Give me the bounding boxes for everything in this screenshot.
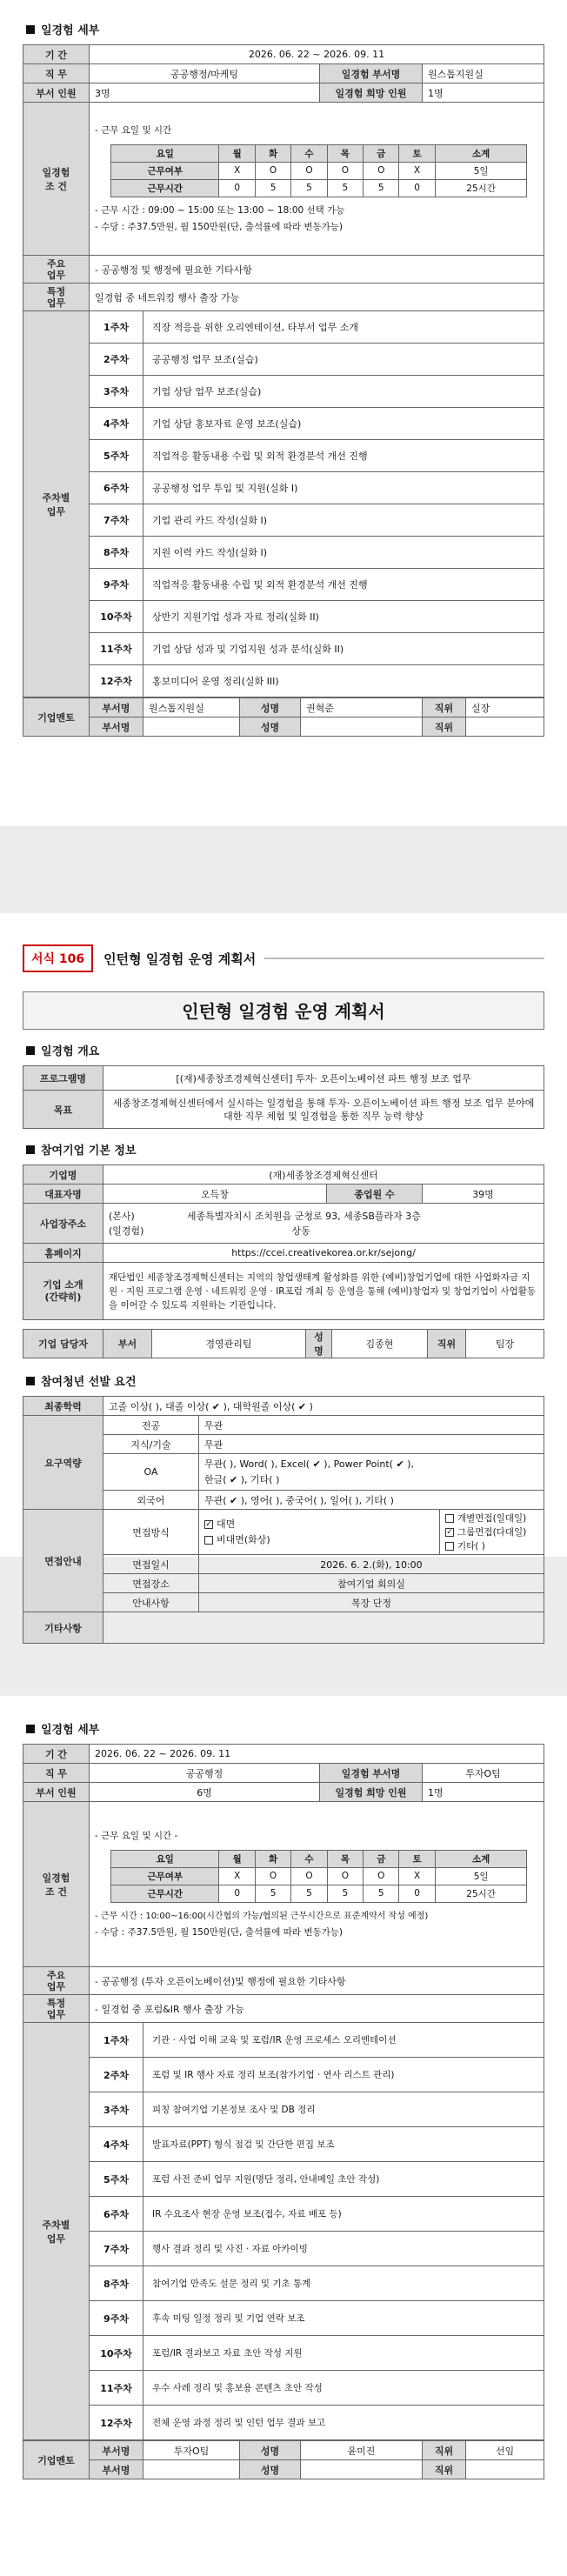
- week-number: 6주차: [90, 472, 143, 504]
- square-bullet-icon: [26, 1145, 35, 1154]
- square-bullet-icon: [26, 25, 35, 34]
- address-main-tag: (본사): [109, 1210, 135, 1222]
- mentor2-rank: [466, 2460, 544, 2479]
- week-task: 기업 상담 성과 및 기업지원 성과 분석(실화 II): [143, 633, 544, 665]
- oa-cell: [199, 1454, 544, 1491]
- day-header: 금: [364, 1850, 399, 1867]
- week-task: 포럼/IR 결과보고 자료 초안 작성 지원: [143, 2336, 544, 2371]
- mentor2-name-label: 성명: [240, 2460, 301, 2479]
- job-value: 공공행정: [90, 1764, 320, 1783]
- staff-value: 3명: [90, 83, 320, 103]
- hope-value: 1명: [423, 83, 544, 103]
- week-number: 2주차: [90, 344, 143, 376]
- checkbox-icon[interactable]: [445, 1514, 454, 1523]
- square-bullet-icon: [26, 1725, 35, 1733]
- square-bullet-icon: [26, 1046, 35, 1055]
- mentor-dept-label: 부서명: [90, 698, 143, 717]
- hours-row: [111, 179, 527, 197]
- week-number: 8주차: [90, 537, 143, 569]
- mentor-label: 기업멘토: [23, 2441, 90, 2479]
- work-cell: O: [255, 162, 290, 179]
- special-task-value: - 일경험 중 포럼&IR 행사 출장 가능: [90, 1995, 544, 2023]
- mentor-name: 권혁준: [301, 698, 423, 717]
- square-bullet-icon: [26, 1377, 35, 1385]
- hours-row: [111, 1885, 527, 1902]
- mentor-label: 기업멘토: [23, 698, 90, 737]
- mentor-rank: 실장: [466, 698, 544, 717]
- conditions-cell: [90, 1802, 544, 1967]
- program-value: [(재)세종창조경제혁신센터] 투자· 오픈이노베이션 파트 행정 보조 업무: [103, 1066, 544, 1091]
- manager-rank-label: 직위: [428, 1330, 466, 1358]
- goal-value: 세종창조경제혁신센터에서 실시하는 일경험을 통해 투자· 오픈이노베이션 파트 행정 보조 업무 분야에 대한 직무 체험 및 일경험을 통한 직무 능력 향상: [103, 1091, 544, 1129]
- mentor2-dept: [143, 717, 240, 737]
- form-tag: [23, 944, 544, 972]
- conditions-label: 일경험 조 건: [23, 103, 90, 256]
- notice-label: 안내사항: [103, 1593, 199, 1612]
- ceo-label: 대표자명: [23, 1185, 103, 1204]
- hours-cell: 5: [291, 1885, 327, 1902]
- work-cell: O: [255, 1867, 290, 1885]
- day-header: 요일: [111, 144, 219, 162]
- work-cell: O: [291, 162, 327, 179]
- main-task-value: - 공공행정 (투자 오픈이노베이션)및 행정에 필요한 기타사항: [90, 1967, 544, 1995]
- capability-label: 요구역량: [23, 1416, 103, 1510]
- hours-cell: 0: [399, 179, 435, 197]
- company-value: (재)세종창조경제혁신센터: [103, 1165, 544, 1185]
- mentor-name-label: 성명: [240, 698, 301, 717]
- main-task-label: 주요 업무: [23, 256, 90, 284]
- method-other: 기타( ): [457, 1540, 485, 1552]
- day-header: 토: [399, 1850, 435, 1867]
- week-task: 상반기 지원기업 성과 자료 정리(실화 II): [143, 601, 544, 633]
- mentor-dept: 투자O팀: [143, 2441, 240, 2460]
- week-task: 기업 상담 홍보자료 운영 보조(실습): [143, 408, 544, 440]
- hours-cell: 0: [399, 1885, 435, 1902]
- dept-value: 투자O팀: [423, 1764, 544, 1783]
- hours-cell: 5: [364, 1885, 399, 1902]
- page-2: [0, 913, 567, 1634]
- detail-table: [23, 1744, 544, 2440]
- oa-label: OA: [103, 1454, 199, 1491]
- notice-value: 복장 단정: [199, 1593, 544, 1612]
- period-value: 2026. 06. 22 ~ 2026. 09. 11: [90, 45, 544, 64]
- week-task: 직업적응 활동내용 수립 및 외적 환경분석 개선 진행: [143, 569, 544, 601]
- week-number: 2주차: [90, 2058, 143, 2092]
- form-number: 서식 106: [23, 944, 93, 972]
- day-header: 소계: [435, 144, 527, 162]
- staff-value: 6명: [90, 1783, 320, 1802]
- mentor2-dept-label: 부서명: [90, 2460, 143, 2479]
- days-table: [110, 144, 527, 197]
- checkbox-checked-icon[interactable]: ✓: [205, 1519, 212, 1529]
- detail-table: [23, 44, 544, 697]
- section-title: 일경험 세부: [26, 1720, 544, 1737]
- dept-label: 일경험 부서명: [320, 64, 423, 83]
- page-gap: [0, 826, 567, 913]
- manager-name: 김종현: [332, 1330, 428, 1358]
- method-face: 대면: [217, 1518, 236, 1530]
- hours-cell: 25시간: [435, 1885, 527, 1902]
- education-value: 고졸 이상( ), 대졸 이상( ✔ ), 대학원졸 이상( ✔ ): [103, 1397, 544, 1416]
- date-label: 면접일시: [103, 1555, 199, 1574]
- day-header: 화: [255, 1850, 290, 1867]
- schedule-heading: - 근무 요일 및 시간 -: [95, 1830, 178, 1841]
- mentor-name-label: 성명: [240, 2441, 301, 2460]
- skill-value: 무관: [199, 1435, 544, 1454]
- address-sub: 상동: [291, 1225, 310, 1237]
- method-nonface: 비대면(화상): [217, 1533, 270, 1545]
- week-number: 12주차: [90, 665, 143, 697]
- overview-table: [23, 1065, 544, 1129]
- day-header: 수: [291, 144, 327, 162]
- time-note: - 근무 시간 : 10:00~16:00(시간협의 가능/협의된 근무시간으로 표준계약서 작성 예정): [95, 1911, 429, 1921]
- week-number: 9주차: [90, 2301, 143, 2336]
- week-task: 기업 관리 카드 작성(실화 I): [143, 504, 544, 537]
- special-task-label: 특정 업무: [23, 284, 90, 311]
- mentor2-dept: [143, 2460, 240, 2479]
- week-number: 10주차: [90, 601, 143, 633]
- weekly-label: 주차별 업무: [23, 311, 90, 697]
- form-title: 인턴형 일경험 운영 계획서: [103, 951, 257, 967]
- dept-value: 원스톱지원실: [423, 64, 544, 83]
- days-header: [111, 144, 527, 162]
- language-value: 무관( ✔ ), 영어( ), 중국어( ), 일어( ), 기타( ): [199, 1491, 544, 1510]
- week-task: 발표자료(PPT) 형식 점검 및 간단한 편집 보조: [143, 2127, 544, 2162]
- address-main: 세종특별자치시 조치원읍 군청로 93, 세종SB플라자 3층: [186, 1210, 421, 1222]
- pay-note: - 수당 : 주37.5만원, 월 150만원(단, 출석률에 따라 변동가능): [95, 221, 344, 232]
- pay-note: - 수당 : 주37.5만원, 월 150만원(단, 출석률에 따라 변동가능): [95, 1926, 344, 1938]
- week-number: 4주차: [90, 408, 143, 440]
- section-title: 일경험 세부: [26, 21, 544, 37]
- work-cell: 근무여부: [111, 162, 219, 179]
- conditions-label: 일경험 조 건: [23, 1802, 90, 1967]
- intro-value: 재단법인 세종창조경제혁신센터는 지역의 창업생태계 활성화를 위한 (예비)창업기업에 대한 사업화자금 지원 · 지원 프로그램 운영 · 네트워킹 운영 · IR포럼 개최 등 운영을 통해 (예비)창업자 및 창업기업이 사업활동을 이어갈 수 있도록 지원하는 기관입니다.: [103, 1263, 544, 1320]
- week-number: 4주차: [90, 2127, 143, 2162]
- work-cell: X: [399, 1867, 435, 1885]
- hours-cell: 5: [364, 179, 399, 197]
- hours-cell: 5: [255, 1885, 290, 1902]
- week-task: 공공행정 업무 투입 및 지원(실화 I): [143, 472, 544, 504]
- mentor-rank-label: 직위: [423, 698, 466, 717]
- manager-label: 기업 담당자: [23, 1330, 103, 1358]
- page-3: [0, 1696, 567, 2576]
- day-header: 토: [399, 144, 435, 162]
- hours-cell: 5: [255, 179, 290, 197]
- day-header: 화: [255, 144, 290, 162]
- main-task-label: 주요 업무: [23, 1967, 90, 1995]
- day-header: 금: [364, 144, 399, 162]
- week-task: 지원 이력 카드 작성(실화 I): [143, 537, 544, 569]
- mentor-dept: 원스톱지원실: [143, 698, 240, 717]
- conditions-cell: [90, 103, 544, 256]
- work-cell: O: [327, 1867, 363, 1885]
- mentor-table: [23, 2440, 544, 2479]
- homepage-label: 홈페이지: [23, 1244, 103, 1263]
- mentor2-rank-label: 직위: [423, 2460, 466, 2479]
- section-title: 일경험 개요: [26, 1042, 544, 1058]
- intro-label: 기업 소개 (간략히): [23, 1263, 103, 1320]
- work-row: [111, 162, 527, 179]
- hours-cell: 25시간: [435, 179, 527, 197]
- job-label: 직 무: [23, 1764, 90, 1783]
- method-right: [440, 1510, 544, 1555]
- divider: [264, 958, 544, 959]
- week-number: 11주차: [90, 2371, 143, 2406]
- manager-table: [23, 1329, 544, 1358]
- week-number: 3주차: [90, 2092, 143, 2127]
- week-task: 피칭 참여기업 기본정보 조사 및 DB 정리: [143, 2092, 544, 2127]
- method-label: 면접방식: [103, 1510, 199, 1555]
- mentor-name: 윤미진: [301, 2441, 423, 2460]
- days-header: [111, 1850, 527, 1867]
- mentor2-rank-label: 직위: [423, 717, 466, 737]
- week-number: 1주차: [90, 2023, 143, 2058]
- day-header: 목: [327, 1850, 363, 1867]
- manager-rank: 팀장: [466, 1330, 544, 1358]
- company-table: [23, 1165, 544, 1320]
- work-cell: O: [291, 1867, 327, 1885]
- other-label: 기타사항: [23, 1612, 103, 1644]
- week-number: 5주차: [90, 440, 143, 472]
- mentor2-name: [301, 2460, 423, 2479]
- day-header: 월: [219, 144, 255, 162]
- work-cell: X: [219, 162, 255, 179]
- hours-cell: 5: [291, 179, 327, 197]
- weekly-label: 주차별 업무: [23, 2023, 90, 2440]
- week-task: 후속 미팅 일정 정리 및 기업 연락 보조: [143, 2301, 544, 2336]
- checkbox-checked-icon[interactable]: ✓: [446, 1527, 453, 1537]
- employees-value: 39명: [423, 1185, 544, 1204]
- special-task-value: 일경험 중 네트워킹 행사 출장 가능: [90, 284, 544, 311]
- address-cell: [103, 1204, 544, 1244]
- checkbox-icon[interactable]: [445, 1542, 454, 1551]
- week-task: IR 수요조사 현장 운영 보조(접수, 자료 배포 등): [143, 2197, 544, 2232]
- mentor2-name: [301, 717, 423, 737]
- day-header: 수: [291, 1850, 327, 1867]
- special-task-label: 특정 업무: [23, 1995, 90, 2023]
- date-value: 2026. 6. 2.(화), 10:00: [199, 1555, 544, 1574]
- method-individual: 개별면접(일대일): [457, 1512, 527, 1524]
- major-value: 무관: [199, 1416, 544, 1435]
- days-table: [110, 1850, 527, 1903]
- method-group: 그룹면접(다대일): [457, 1526, 527, 1538]
- week-number: 12주차: [90, 2406, 143, 2440]
- week-number: 6주차: [90, 2197, 143, 2232]
- manager-dept: 경영관리팀: [152, 1330, 306, 1358]
- homepage-link[interactable]: https://ccei.creativekorea.or.kr/sejong/: [103, 1244, 544, 1263]
- week-task: 홍보미디어 운영 정리(실화 III): [143, 665, 544, 697]
- checkbox-icon[interactable]: [204, 1536, 213, 1545]
- hours-cell: 0: [219, 1885, 255, 1902]
- ceo-value: 오득창: [103, 1185, 327, 1204]
- company-label: 기업명: [23, 1165, 103, 1185]
- manager-dept-label: 부서: [103, 1330, 152, 1358]
- day-header: 목: [327, 144, 363, 162]
- requirements-table: [23, 1396, 544, 1644]
- week-number: 8주차: [90, 2266, 143, 2301]
- week-number: 9주차: [90, 569, 143, 601]
- mentor-rank: 선임: [466, 2441, 544, 2460]
- mentor2-dept-label: 부서명: [90, 717, 143, 737]
- week-task: 참여기업 만족도 설문 정리 및 기초 통계: [143, 2266, 544, 2301]
- language-label: 외국어: [103, 1491, 199, 1510]
- week-number: 11주차: [90, 633, 143, 665]
- period-label: 기 간: [23, 1745, 90, 1764]
- week-task: 전체 운영 과정 정리 및 인턴 업무 결과 보고: [143, 2406, 544, 2440]
- work-cell: X: [399, 162, 435, 179]
- work-cell: 5일: [435, 1867, 527, 1885]
- skill-label: 지식/기술: [103, 1435, 199, 1454]
- week-task: 직업적응 활동내용 수립 및 외적 환경분석 개선 진행: [143, 440, 544, 472]
- document-title: 인턴형 일경험 운영 계획서: [23, 991, 544, 1030]
- week-task: 우수 사례 정리 및 홍보용 콘텐츠 초안 작성: [143, 2371, 544, 2406]
- work-cell: O: [327, 162, 363, 179]
- major-label: 전공: [103, 1416, 199, 1435]
- work-cell: 근무여부: [111, 1867, 219, 1885]
- week-number: 10주차: [90, 2336, 143, 2371]
- hours-cell: 근무시간: [111, 1885, 219, 1902]
- week-task: 포럼 및 IR 행사 자료 정리 보조(참가기업 · 연사 리스트 관리): [143, 2058, 544, 2092]
- manager-name-label: 성명: [306, 1330, 332, 1358]
- period-label: 기 간: [23, 45, 90, 64]
- day-header: 소계: [435, 1850, 527, 1867]
- interview-label: 면접안내: [23, 1510, 103, 1612]
- period-value: 2026. 06. 22 ~ 2026. 09. 11: [90, 1745, 544, 1764]
- mentor-table: [23, 697, 544, 737]
- week-task: 행사 결과 정리 및 사진 · 자료 아카이빙: [143, 2232, 544, 2266]
- other-value: [103, 1612, 544, 1644]
- week-task: 공공행정 업무 보조(실습): [143, 344, 544, 376]
- mentor2-name-label: 성명: [240, 717, 301, 737]
- section-title: 참여청년 선발 요건: [26, 1372, 544, 1389]
- hours-cell: 5: [327, 179, 363, 197]
- page-1: [0, 0, 567, 826]
- mentor2-rank: [466, 717, 544, 737]
- hours-cell: 0: [219, 179, 255, 197]
- week-number: 5주차: [90, 2162, 143, 2197]
- main-task-value: - 공공행정 및 행정에 필요한 기타사항: [90, 256, 544, 284]
- program-label: 프로그램명: [23, 1066, 103, 1091]
- week-number: 3주차: [90, 376, 143, 408]
- work-row: [111, 1867, 527, 1885]
- day-header: 월: [219, 1850, 255, 1867]
- work-cell: O: [364, 1867, 399, 1885]
- week-number: 1주차: [90, 311, 143, 344]
- week-task: 기관 · 사업 이해 교육 및 포럼/IR 운영 프로세스 오리엔테이션: [143, 2023, 544, 2058]
- schedule-heading: - 근무 요일 및 시간: [95, 124, 172, 136]
- hope-label: 일경험 희망 인원: [320, 1783, 423, 1802]
- place-value: 참여기업 회의실: [199, 1574, 544, 1593]
- week-number: 7주차: [90, 504, 143, 537]
- week-number: 7주차: [90, 2232, 143, 2266]
- oa-value-line1: 무관( ), Word( ), Excel( ✔ ), Power Point( ✔ ),: [204, 1458, 414, 1470]
- goal-label: 목표: [23, 1091, 103, 1129]
- week-task: 포럼 사전 준비 업무 지원(명단 정리, 안내메일 초안 작성): [143, 2162, 544, 2197]
- hours-cell: 근무시간: [111, 179, 219, 197]
- job-value: 공공행정/마케팅: [90, 64, 320, 83]
- work-cell: X: [219, 1867, 255, 1885]
- week-task: 기업 상담 업무 보조(실습): [143, 376, 544, 408]
- week-task: 직장 적응을 위한 오리엔테이션, 타부서 업무 소개: [143, 311, 544, 344]
- address-label: 사업장주소: [23, 1204, 103, 1244]
- employees-label: 종업원 수: [327, 1185, 423, 1204]
- staff-label: 부서 인원: [23, 83, 90, 103]
- method-left: [199, 1510, 440, 1555]
- day-header: 요일: [111, 1850, 219, 1867]
- mentor-dept-label: 부서명: [90, 2441, 143, 2460]
- job-label: 직 무: [23, 64, 90, 83]
- section-title: 참여기업 기본 정보: [26, 1141, 544, 1158]
- time-note: - 근무 시간 : 09:00 ~ 15:00 또는 13:00 ~ 18:00 선택 가능: [95, 204, 345, 216]
- education-label: 최종학력: [23, 1397, 103, 1416]
- hope-label: 일경험 희망 인원: [320, 83, 423, 103]
- work-cell: 5일: [435, 162, 527, 179]
- dept-label: 일경험 부서명: [320, 1764, 423, 1783]
- hours-cell: 5: [327, 1885, 363, 1902]
- hope-value: 1명: [423, 1783, 544, 1802]
- address-sub-tag: (일경험): [109, 1225, 144, 1237]
- place-label: 면접장소: [103, 1574, 199, 1593]
- work-cell: O: [364, 162, 399, 179]
- mentor-rank-label: 직위: [423, 2441, 466, 2460]
- staff-label: 부서 인원: [23, 1783, 90, 1802]
- oa-value-line2: 한글( ✔ ), 기타( ): [204, 1473, 280, 1485]
